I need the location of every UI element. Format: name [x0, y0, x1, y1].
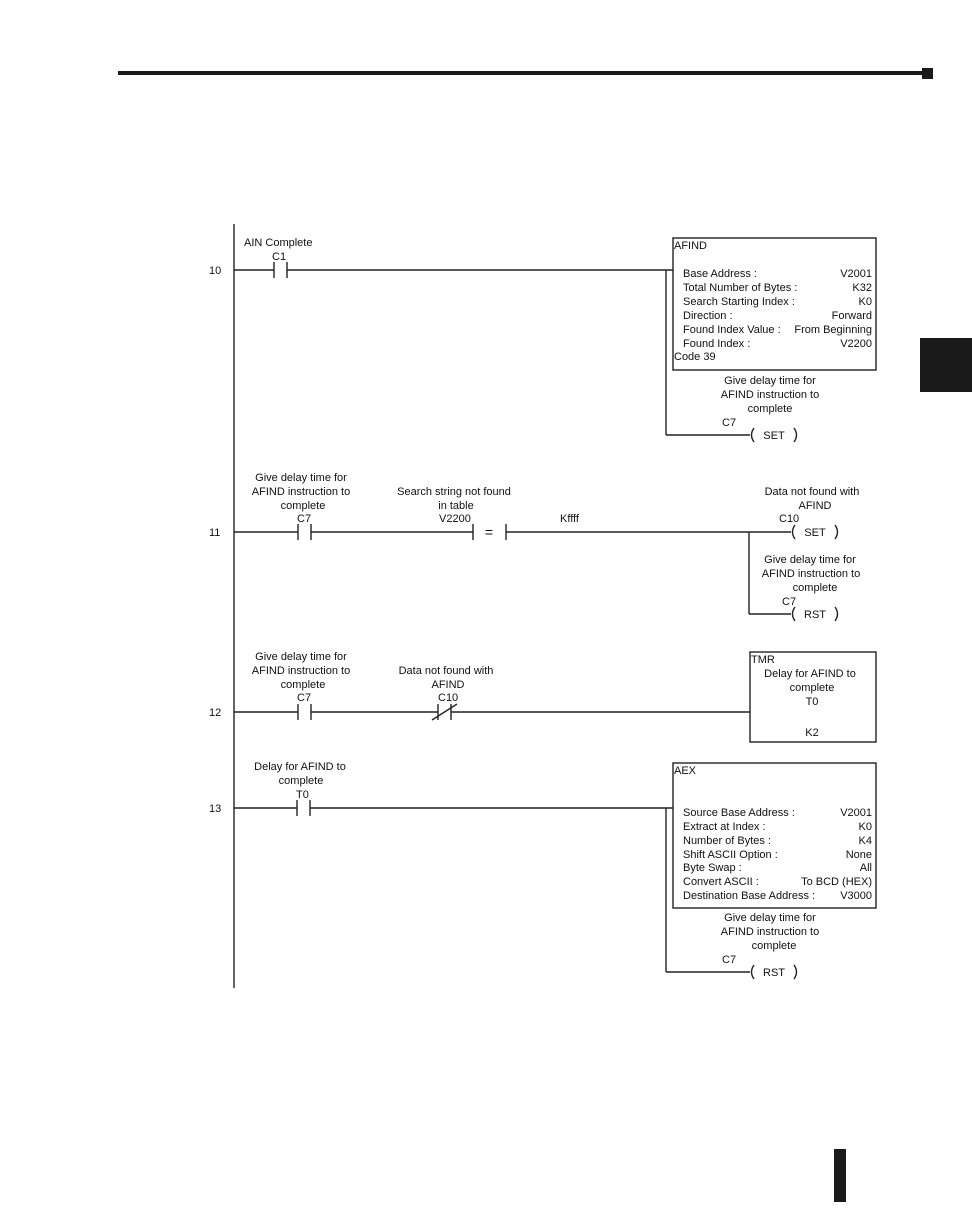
param-value: V2001 — [840, 268, 872, 280]
afind-instruction-box — [673, 238, 876, 370]
param-label: Destination Base Address : — [683, 890, 816, 902]
compare-description: in table — [438, 500, 474, 512]
no-contact-c7 — [298, 704, 311, 720]
rung-number: 11 — [209, 527, 221, 539]
contact-address: C7 — [297, 513, 312, 525]
param-value: K4 — [858, 835, 872, 847]
coil-description: Give delay time for — [764, 554, 856, 566]
contact-address: C7 — [297, 692, 312, 704]
contact-description: complete — [278, 775, 324, 787]
param-label: Shift ASCII Option : — [683, 849, 778, 861]
param-label: Total Number of Bytes : — [683, 282, 798, 294]
coil-description: AFIND instruction to — [720, 926, 820, 938]
coil-address: C7 — [782, 596, 797, 608]
coil-description: complete — [792, 582, 838, 594]
coil-description: Give delay time for — [724, 375, 816, 387]
param-value: K0 — [858, 296, 872, 308]
coil-description: AFIND instruction to — [720, 389, 820, 401]
contact-description: AFIND instruction to — [251, 486, 351, 498]
param-label: Search Starting Index : — [683, 296, 795, 308]
param-value: To BCD (HEX) — [801, 876, 872, 888]
param-label: Byte Swap : — [683, 862, 742, 874]
param-value: V3000 — [840, 890, 872, 902]
timer-description: Delay for AFIND to — [764, 668, 856, 680]
contact-description: AIN Complete — [244, 237, 313, 249]
coil-description: AFIND instruction to — [761, 568, 861, 580]
coil-instruction: RST — [804, 609, 826, 621]
contact-address: C10 — [438, 692, 459, 704]
contact-description: AFIND — [431, 679, 465, 691]
compare-description: Search string not found — [397, 486, 511, 498]
rung-number: 12 — [209, 707, 222, 719]
rung-11 — [209, 472, 860, 621]
no-contact-t0 — [297, 800, 310, 816]
equal-compare-contact — [473, 524, 506, 540]
contact-description: complete — [280, 679, 326, 691]
rst-coil-c7 — [793, 607, 838, 621]
coil-instruction: SET — [804, 527, 826, 539]
param-label: Direction : — [683, 310, 733, 322]
param-label: Found Index : — [683, 338, 751, 350]
param-value: K0 — [858, 821, 872, 833]
contact-description: Give delay time for — [255, 472, 347, 484]
timer-instruction-box — [750, 652, 876, 742]
param-label: Found Index Value : — [683, 324, 781, 336]
coil-description: AFIND — [798, 500, 832, 512]
rung-number: 13 — [209, 803, 222, 815]
rung-12 — [209, 651, 876, 742]
param-label: Base Address : — [683, 268, 757, 280]
param-label: Source Base Address : — [683, 807, 795, 819]
no-contact-c1 — [274, 262, 287, 278]
box-footer: Code 39 — [674, 351, 716, 363]
timer-preset: K2 — [805, 727, 819, 739]
no-contact-c7 — [298, 524, 311, 540]
contact-address: C1 — [272, 251, 287, 263]
set-coil-c10 — [793, 525, 838, 539]
contact-description: Delay for AFIND to — [254, 761, 346, 773]
param-value: K32 — [852, 282, 872, 294]
param-label: Extract at Index : — [683, 821, 766, 833]
contact-description: Give delay time for — [255, 651, 347, 663]
param-value: Forward — [831, 310, 872, 322]
contact-description: AFIND instruction to — [251, 665, 351, 677]
compare-operator: = — [484, 524, 494, 540]
coil-description: complete — [747, 403, 793, 415]
param-label: Convert ASCII : — [683, 876, 759, 888]
coil-instruction: RST — [763, 967, 785, 979]
coil-address: C7 — [722, 417, 737, 429]
box-title: AFIND — [674, 240, 707, 252]
contact-description: complete — [280, 500, 326, 512]
param-value: None — [845, 849, 872, 861]
coil-description: Give delay time for — [724, 912, 816, 924]
coil-address: C10 — [779, 513, 800, 525]
box-title: TMR — [751, 654, 775, 666]
rung-13 — [209, 761, 876, 979]
timer-address: T0 — [805, 696, 819, 708]
rst-coil-c7 — [752, 965, 797, 979]
compare-address: V2200 — [439, 513, 471, 525]
param-value: All — [859, 862, 872, 874]
coil-description: complete — [751, 940, 797, 952]
coil-address: C7 — [722, 954, 737, 966]
param-value: From Beginning — [794, 324, 872, 336]
param-value: V2200 — [840, 338, 872, 350]
contact-address: T0 — [296, 789, 309, 801]
rung-number: 10 — [209, 265, 222, 277]
timer-description: complete — [789, 682, 835, 694]
aex-instruction-box — [673, 763, 876, 908]
coil-instruction: SET — [763, 430, 785, 442]
box-title: AEX — [674, 765, 697, 777]
param-label: Number of Bytes : — [683, 835, 772, 847]
coil-description: Data not found with — [764, 486, 860, 498]
contact-description: Data not found with — [398, 665, 494, 677]
param-value: V2001 — [840, 807, 872, 819]
rung-10 — [209, 237, 876, 442]
compare-value: Kffff — [560, 513, 579, 525]
set-coil-c7 — [752, 428, 797, 442]
